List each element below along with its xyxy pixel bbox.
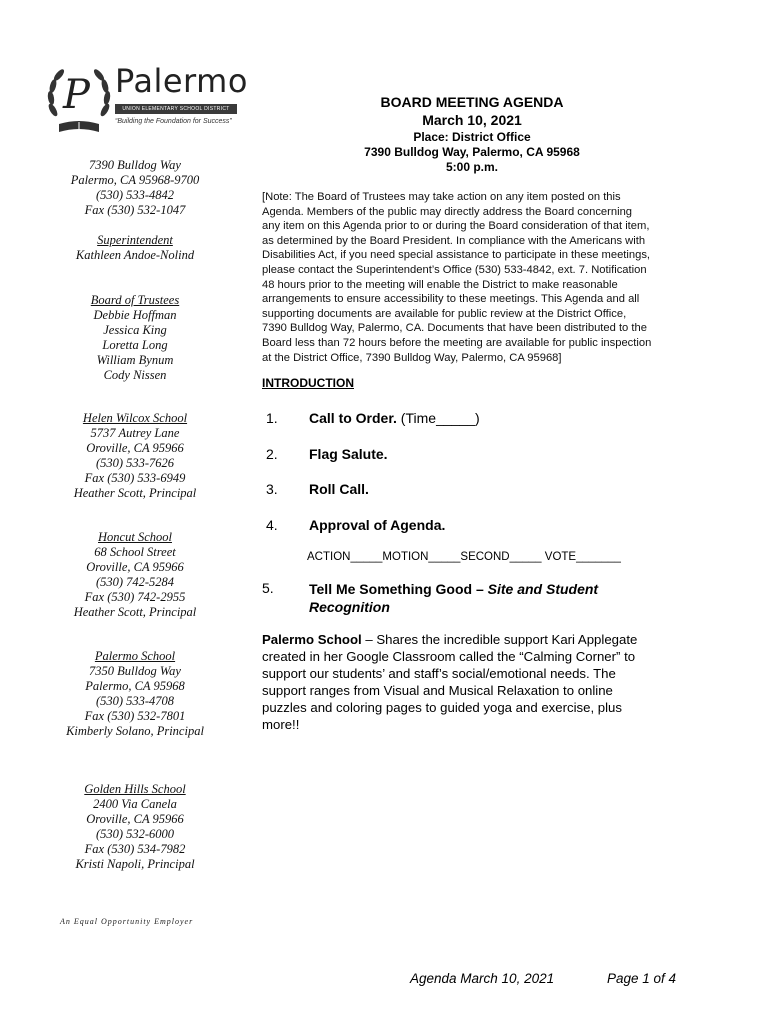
item-number: 4. [266,517,278,533]
notice-line: supporting documents are available for public review at the District Office, [262,307,627,320]
public-notice [262,190,688,365]
item-label-wrap [309,410,480,426]
school-name: Palermo School [94,649,176,663]
board-member: Jessica King [103,323,167,337]
school-line: 68 School Street [94,545,176,559]
notice-line: at the District Office, 7390 Bulldog Way, Palermo, CA 95968] [262,351,562,364]
logo-monogram: P [63,72,90,118]
notice-line: Board less than 72 hours before the meeting are available for public inspection [262,336,652,349]
notice-line: as determined by the Board President. In compliance with the Americans with [262,234,646,247]
board-member: Cody Nissen [103,368,167,382]
school-line: 2400 Via Canela [93,797,177,811]
para-line: support our students’ and staff’s social/emotional needs. The [262,666,616,681]
para-line: more!! [262,717,300,732]
board-member: Loretta Long [102,338,168,352]
para-lead: Palermo School [262,632,362,647]
notice-line: please contact the Superintendent’s Office (530) 533-4842, ext. 7. Notification [262,263,647,276]
para-line: puzzles and coloring pages to guided yoga and exercise, plus [262,700,622,715]
school-name: Honcut School [98,530,172,544]
agenda-date: March 10, 2021 [422,112,522,128]
school-name: Helen Wilcox School [82,411,188,425]
logo-tagline: “Building the Foundation for Success” [115,118,232,125]
address-line: (530) 533-4842 [95,188,175,202]
board-member: Debbie Hoffman [93,308,177,322]
notice-line: any item on this Agenda prior to or during the Board consideration of that item, [262,220,650,233]
school-line: Heather Scott, Principal [73,605,197,619]
equal-opportunity-statement: An Equal Opportunity Employer [60,917,194,926]
item-label: Flag Salute. [309,446,388,462]
school-line: 7350 Bulldog Way [89,664,181,678]
item-label-wrap [309,580,598,616]
school-name: Golden Hills School [84,782,186,796]
superintendent-name: Kathleen Andoe-Nolind [75,248,195,262]
item-label: Call to Order. [309,410,397,426]
school-line: (530) 533-4708 [95,694,175,708]
item-number: 3. [266,481,278,497]
item-label: Tell Me Something Good – [309,581,488,597]
school-line: Fax (530) 534-7982 [84,842,186,856]
item-label-italic: Recognition [309,599,390,615]
school-line: Fax (530) 533-6949 [84,471,186,485]
notice-line: arrangements to ensure accessibility to these meetings. This Agenda and all [262,293,640,306]
school-line: Palermo, CA 95968 [85,679,185,693]
board-member: William Bynum [96,353,174,367]
item-number: 2. [266,446,278,462]
introduction-heading: INTRODUCTION [262,376,354,390]
school-block-honcut [50,530,220,620]
address-line: Fax (530) 532-1047 [84,203,186,217]
para-line: created in her Google Classroom called the “Calming Corner” to [262,649,636,664]
district-address [50,158,220,218]
notice-line: 7390 Bulldog Way, Palermo, CA. Documents that have been distributed to the [262,322,647,335]
school-line: Heather Scott, Principal [73,486,197,500]
logo-name: Palermo [115,62,248,100]
school-line: Kristi Napoli, Principal [75,857,195,871]
item-label: Approval of Agenda. [309,517,446,533]
superintendent-block [50,233,220,263]
notice-line: Agenda. Members of the public may directly address the Board concerning [262,205,633,218]
item-number: 1. [266,410,278,426]
school-line: Kimberly Solano, Principal [66,724,204,738]
item-label: Roll Call. [309,481,369,497]
school-block-golden-hills [50,782,220,872]
school-block-palermo [50,649,220,739]
item-label-italic: Site and Student [487,581,599,597]
school-line: Oroville, CA 95966 [86,560,184,574]
school-line: Fax (530) 532-7801 [84,709,186,723]
meeting-address: 7390 Bulldog Way, Palermo, CA 95968 [364,145,580,159]
school-line: (530) 742-5284 [95,575,175,589]
notice-line: Disabilities Act, if you need special assistance to participate in these meetings, [262,249,651,262]
logo-subtitle: UNION ELEMENTARY SCHOOL DISTRICT [115,104,237,114]
para-line [262,631,692,648]
footer-page-number: Page 1 of 4 [607,971,677,986]
school-line: 5737 Autrey Lane [90,426,180,440]
address-line: Palermo, CA 95968-9700 [70,173,200,187]
school-line: (530) 532-6000 [95,827,175,841]
vote-record-line: ACTION_____MOTION_____SECOND_____ VOTE_______ [307,551,621,563]
address-line: 7390 Bulldog Way [89,158,181,172]
item-time-blank: (Time_____) [396,410,480,426]
para-text: – Shares the incredible support Kari Applegate [361,632,638,647]
notice-line: [Note: The Board of Trustees may take action on any item posted on this [262,191,621,203]
superintendent-heading: Superintendent [97,233,173,247]
palermo-school-recognition [262,631,692,733]
school-line: Oroville, CA 95966 [86,441,184,455]
board-block [50,293,220,383]
notice-line: 48 hours prior to the meeting will enable the District to make reasonable [262,278,618,291]
school-line: (530) 533-7626 [95,456,175,470]
meeting-time: 5:00 p.m. [445,160,499,174]
board-heading: Board of Trustees [90,293,180,307]
district-logo [45,62,248,138]
meeting-place: Place: District Office [413,130,531,144]
school-line: Fax (530) 742-2955 [84,590,186,604]
footer-agenda-date: Agenda March 10, 2021 [410,971,555,986]
school-line: Oroville, CA 95966 [86,812,184,826]
school-block-helen-wilcox [50,411,220,501]
para-line: support ranges from Visual and Musical Relaxation to online [262,683,613,698]
item-number: 5. [262,580,274,596]
agenda-title: BOARD MEETING AGENDA [380,94,564,110]
